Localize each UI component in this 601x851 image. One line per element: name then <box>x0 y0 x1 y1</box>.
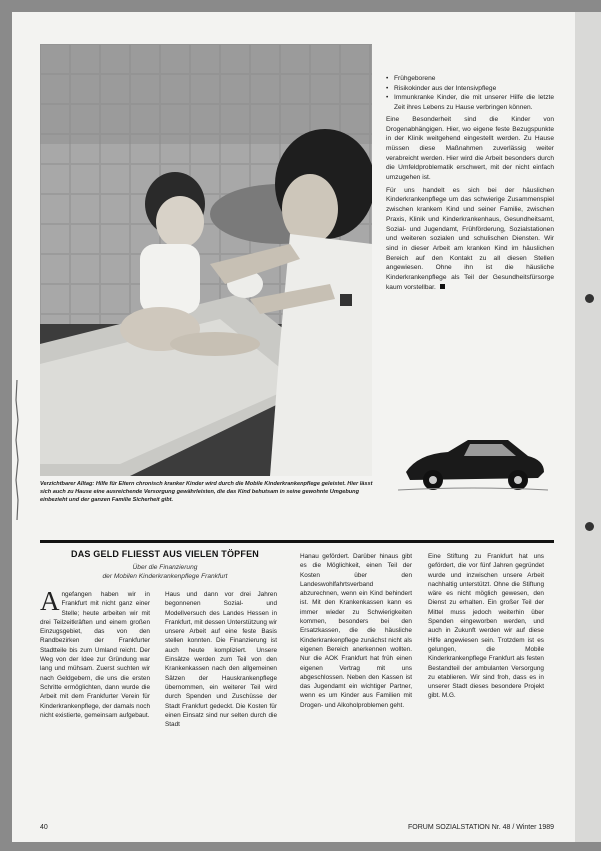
car-illustration <box>398 432 548 494</box>
right-column-text <box>386 74 554 295</box>
list-item: • Risikokinder aus der Intensivpflege <box>386 84 554 94</box>
article-column-4 <box>428 552 544 701</box>
article-subline <box>40 563 290 581</box>
list-item: • Immunkranke Kinder, die mit unserer Hilfe die letzte Zeit ihres Lebens zu Hause verbringen können. <box>386 93 554 112</box>
article-headline: DAS GELD FLIESST AUS VIELEN TÖPFEN <box>71 549 259 559</box>
end-mark-icon <box>440 284 445 289</box>
column-text: ngefangen haben wir in Frankfurt mit nicht ganz einer Stelle; heute arbeiten wir mit drei Teilzeitkräften und einem großen Einzugsgebiet, das von den Randbezirken der Frankfurter Stadtteile bis zum Umland reicht. Der Weg von der Idee zur Gründung war lang und mühsam. Zuerst suchten wir nach Geldgebern, die uns die ersten Schritte ermöglichten, dann wurde die Arbeit mit dem Frankfurter Verein für Kinderkrankenpflege, der damals noch nicht existierte, gemeinsam aufgebaut. <box>40 591 150 719</box>
paragraph: Eine Besonderheit sind die Kinder von Drogenabhängigen. Hier, wo eigene feste Bezugspunkte in der Klinik weitgehend eingestellt werden. Zu Hause müssen diese Maßnahmen zuverlässig weiter verabreicht werden. Hier wird die Arbeit besonders durch die Umfeldproblematik erschwert, mit der nicht einfach umzugehen ist. <box>386 115 554 182</box>
binder-hole-icon <box>585 294 594 303</box>
list-item: • Frühgeborene <box>386 74 554 84</box>
drop-cap: A <box>40 586 60 616</box>
page-number: 40 <box>40 824 48 831</box>
column-text: Eine Stiftung zu Frankfurt hat uns gefördert, die vor fünf Jahren gegründet wurde und inzwischen unsere Arbeit nachhaltig unterstützt. Ohne die Stiftung wäre es nicht möglich gewesen, den Dienst zu erhalten. Ein großer Teil der Mittel muss jedoch weiterhin über Spenden eingeworben werden, und auch in Zukunft werden wir auf diese Hilfe angewiesen sein. Trotzdem ist es gelungen, die Mobile Kinderkrankenpflege Frankfurt als festen Bestandteil der ambulanten Versorgung zu etablieren. Wir sind froh, dass es in unserer Stadt dieses besondere Projekt gibt. M.G. <box>428 553 544 700</box>
subline-line: Über die Finanzierung <box>132 564 198 571</box>
article-column-3 <box>300 552 412 710</box>
section-rule <box>40 540 554 543</box>
photo-nurse-with-child <box>40 44 372 476</box>
column-text: Hanau gefördert. Darüber hinaus gibt es die Möglichkeit, einen Teil der Kosten über den Landeswohlfahrtsverband abzurechnen, wenn ein Kind behindert ist. Mit den Krankenkassen kann es immer wieder zu Schwierigkeiten kommen, besonders bei den Ersatzkassen, die die häusliche Kinderkrankenpflege zunächst nicht als eigenen Bereich anerkennen wollten. Nur die AOK Frankfurt hat früh einen eigenen Vertrag mit uns abgeschlossen. Neben den Kassen ist das Jugendamt ein wichtiger Partner, wenn es um Kinder aus Familien mit Drogen- und Alkoholproblemen geht. <box>300 553 412 709</box>
binding-mark <box>14 380 20 520</box>
article-column-2 <box>165 590 277 729</box>
risk-group-list <box>386 74 554 113</box>
running-footer: FORUM SOZIALSTATION Nr. 48 / Winter 1989 <box>408 824 554 831</box>
paragraph-text: Für uns handelt es sich bei der häuslichen Kinderkrankenpflege um das schwierige Zusammenspiel zwischen krankem Kind und seiner Familie, zwischen Praxis, Klinik und Kinderkrankenhaus, Gesundheitsamt, Sozial- und Jugendamt, Frühförderung, Sozialstationen und weiteren sozialen und schulischen Diensten. Wir sind in dieser Arbeit am kranken Kind im häuslichen Bereich auf den Kontakt zu all diesen Stellen angewiesen. Ohne ihn ist die häusliche Kinderkrankenpflege als Teil der Gesundheitsfürsorge kaum vorstellbar. <box>386 186 554 291</box>
page-edge-shadow <box>575 12 601 842</box>
binder-hole-icon <box>585 522 594 531</box>
subline-line: der Mobilen Kinderkrankenpflege Frankfurt <box>102 573 228 580</box>
photo-caption: Verzichtbarer Alltag: Hilfe für Eltern chronisch kranker Kinder wird durch die Mobile Kinderkrankenpflege geleistet. Hier lässt sich auch zu Hause eine ausreichende Versorgung gewährleisten, die das Kind behutsam in seine gewohnte Umgebung einbezieht und der ganzen Familie Sicherheit gibt. <box>40 481 373 503</box>
paragraph <box>386 186 554 293</box>
column-text: Haus und dann vor drei Jahren begonnenen Sozial- und Modellversuch des Landes Hessen in Frankfurt, mit dessen Unterstützung wir unsere Arbeit auf eine feste Basis stellen konnten. Die Finanzierung ist auch heute kompliziert. Unsere Einsätze werden zum Teil von den Krankenkassen nach den allgemeinen Sätzen der Hauskrankenpflege übernommen, ein weiterer Teil wird durch Spenden und Zuschüsse der Stadt Frankfurt gedeckt. Die Kosten für einen Einsatz sind nur selten durch die Stadt <box>165 591 277 729</box>
article-column-1 <box>40 586 150 720</box>
